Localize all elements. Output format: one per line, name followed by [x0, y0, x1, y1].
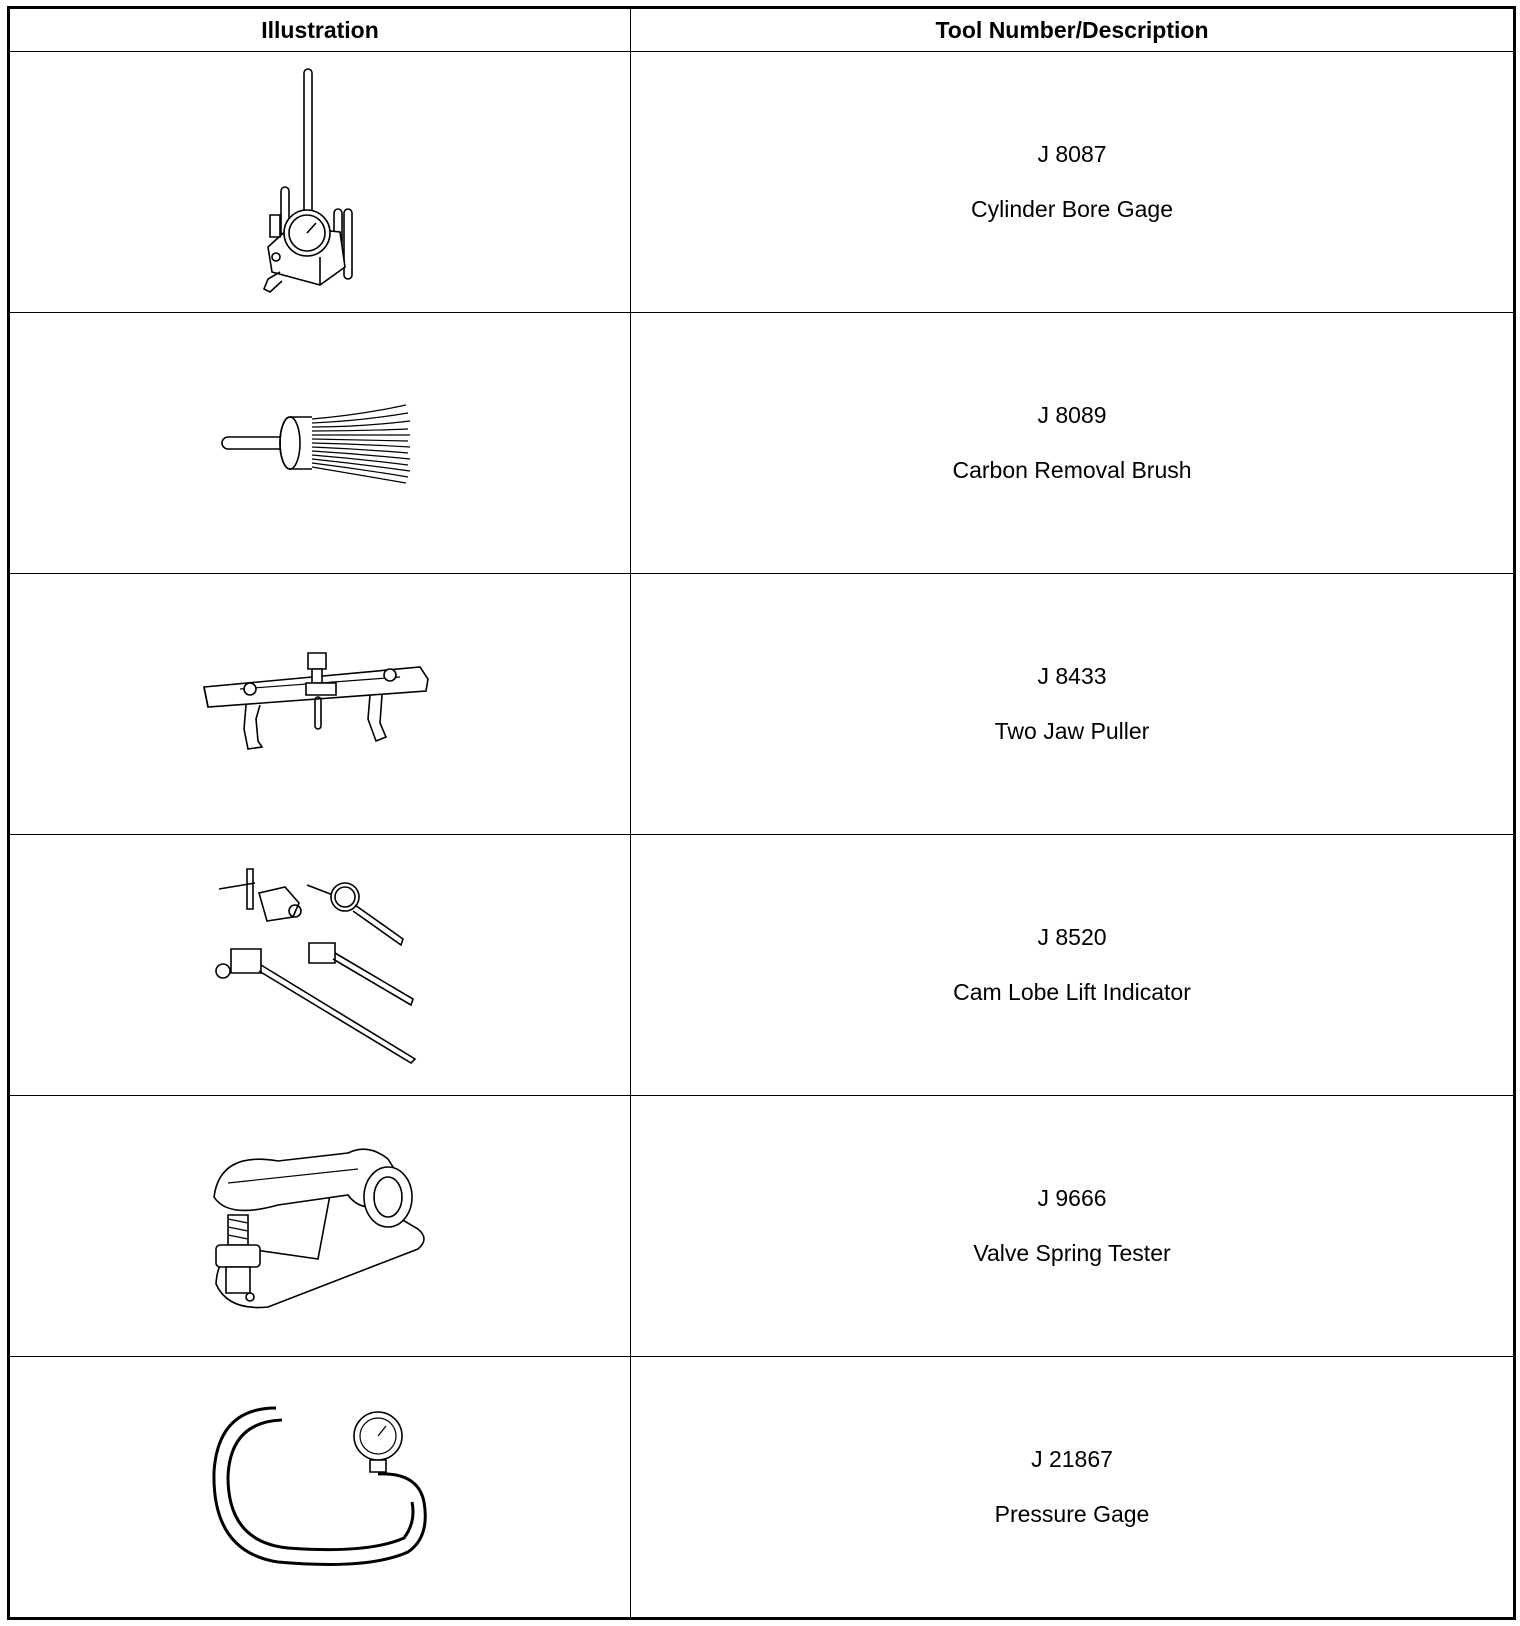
special-tools-table — [7, 6, 1516, 1620]
header-row — [9, 8, 1515, 52]
table-row — [9, 1096, 1515, 1357]
illustration-cell — [9, 835, 631, 1096]
tool-description: Pressure Gage — [994, 1501, 1150, 1527]
valve-spring-tester-icon — [208, 1139, 433, 1314]
tool-description: Two Jaw Puller — [994, 718, 1150, 744]
table-row — [9, 835, 1515, 1096]
table-row — [9, 574, 1515, 835]
two-jaw-puller-icon — [200, 649, 440, 759]
illustration-cell — [9, 1357, 631, 1619]
cam-lobe-lift-indicator-icon — [215, 865, 425, 1065]
tool-description: Cam Lobe Lift Indicator — [953, 979, 1191, 1005]
tool-description: Valve Spring Tester — [973, 1240, 1171, 1266]
description-cell — [631, 574, 1515, 835]
tool-number: J 8089 — [1037, 402, 1107, 428]
table-row — [9, 52, 1515, 313]
illustration-cell — [9, 1096, 631, 1357]
table-row — [9, 313, 1515, 574]
header-illustration: Illustration — [9, 8, 631, 52]
pressure-gage-icon — [208, 1402, 433, 1572]
header-tool-number-description: Tool Number/Description — [631, 8, 1515, 52]
tool-number: J 8087 — [1037, 141, 1107, 167]
tool-table-page — [7, 6, 1513, 1619]
tool-number: J 8433 — [1037, 663, 1107, 689]
cylinder-bore-gage-icon — [250, 67, 390, 297]
tool-description: Carbon Removal Brush — [952, 457, 1192, 483]
table-row — [9, 1357, 1515, 1619]
description-cell — [631, 1357, 1515, 1619]
tool-number: J 21867 — [1031, 1446, 1113, 1472]
illustration-cell — [9, 52, 631, 313]
illustration-cell — [9, 313, 631, 574]
tool-number: J 9666 — [1037, 1185, 1107, 1211]
description-cell — [631, 52, 1515, 313]
carbon-removal-brush-icon — [220, 393, 420, 493]
tool-number: J 8520 — [1037, 924, 1107, 950]
description-cell — [631, 835, 1515, 1096]
description-cell — [631, 1096, 1515, 1357]
description-cell — [631, 313, 1515, 574]
illustration-cell — [9, 574, 631, 835]
tool-description: Cylinder Bore Gage — [971, 196, 1173, 222]
